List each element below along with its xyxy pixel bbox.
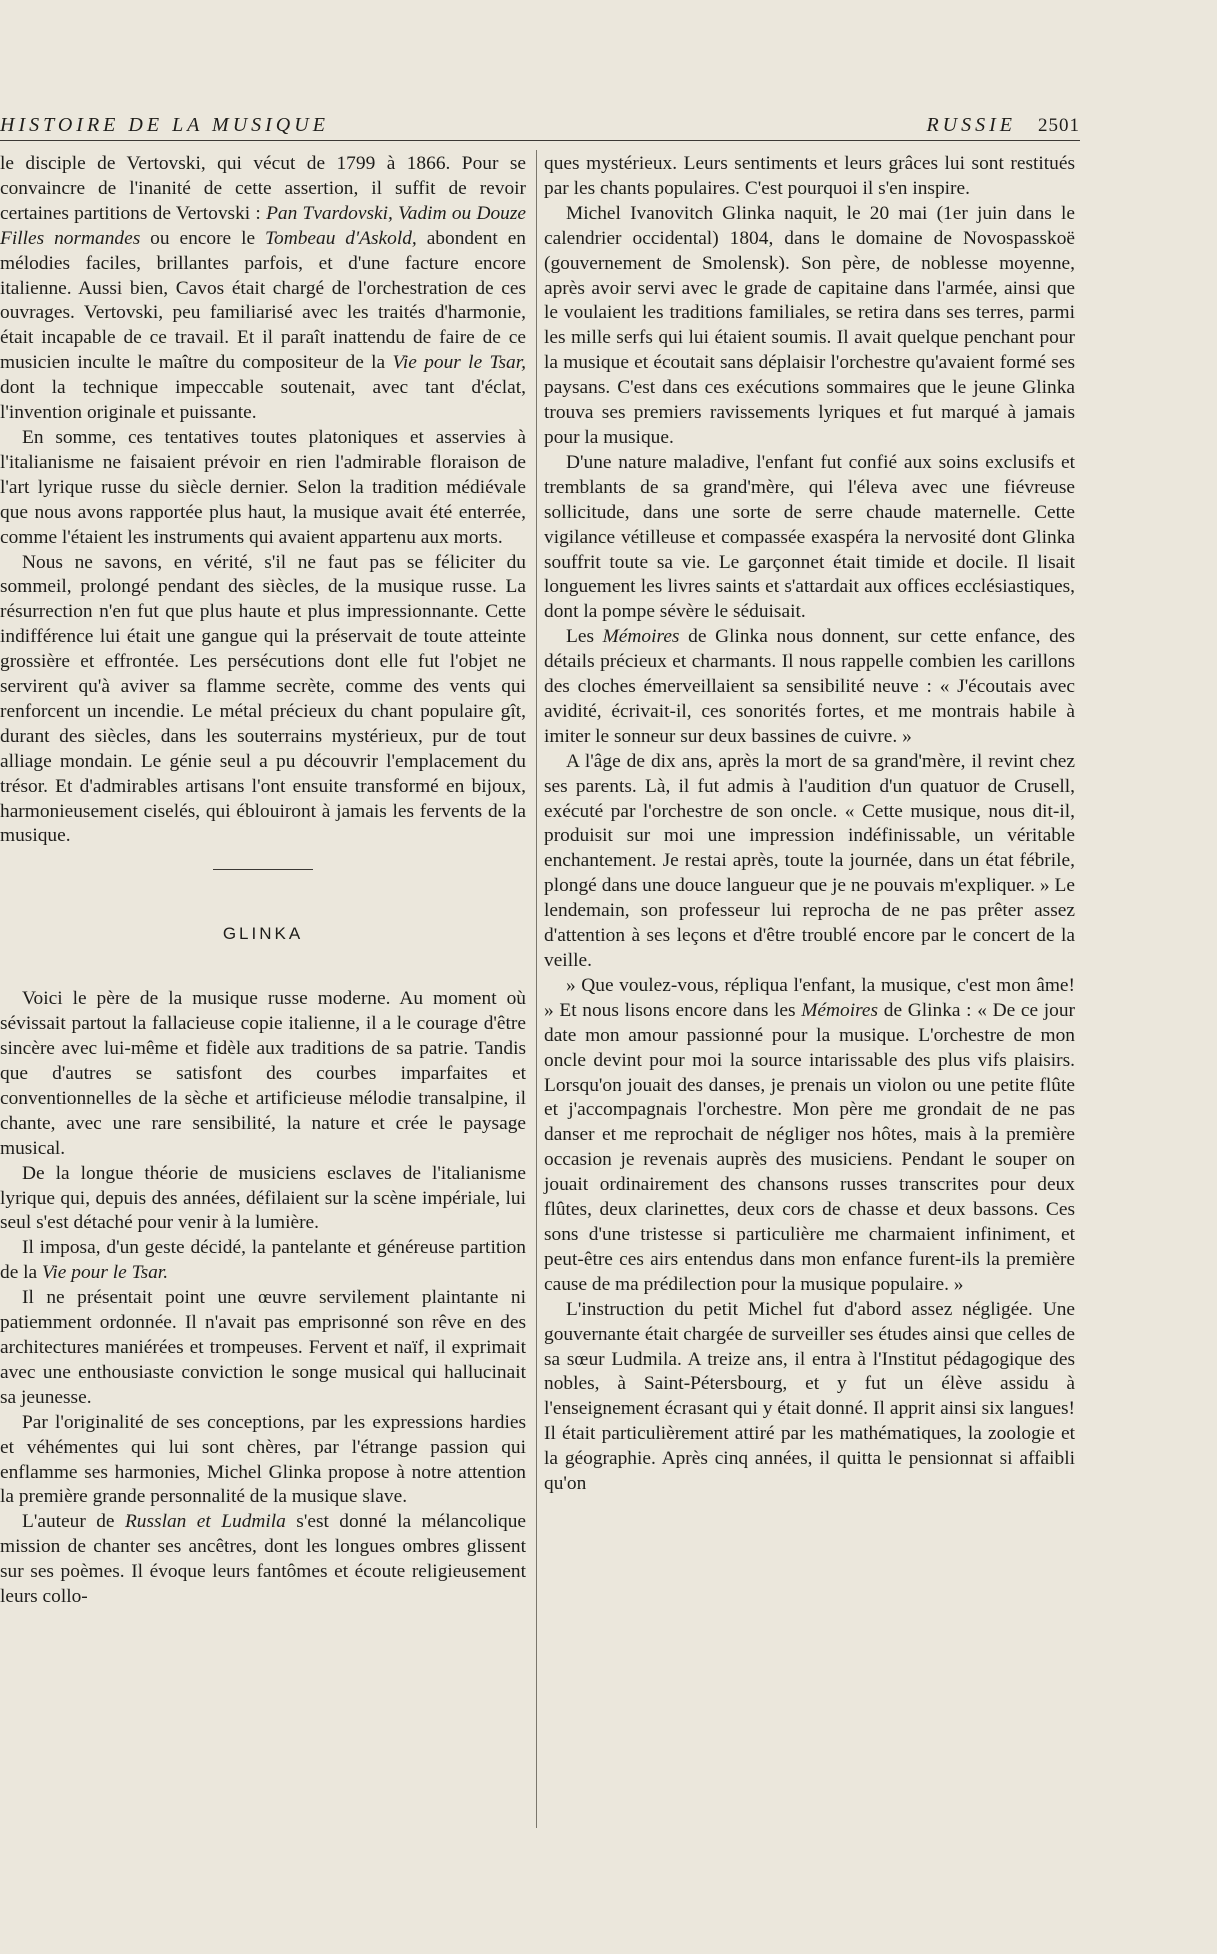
running-header (0, 112, 1080, 141)
paragraph: Il ne présentait point une œuvre servilement plaintante ni patiemment ordonnée. Il n'avait pas emprisonné son rêve en des architectures maniérées et trompeuses. Fervent et naïf, il exprimait avec une enthousiaste conviction le songe musical qui hallucinait sa jeunesse. (0, 1287, 526, 1408)
paragraph: le disciple de Vertovski, qui vécut de 1799 à 1866. Pour se convaincre de l'inanité de cette assertion, il suffit de revoir certaines partitions de Vertovski : Pan Tvardovski, Vadim ou Douze Filles normandes ou encore le Tombeau d'Askold, abondent en mélodies faciles, brillantes parfois, et d'une facture encore italienne. Aussi bien, Cavos était chargé de l'orchestration de ces ouvrages. Vertovski, peu familiarisé avec les traités d'harmonie, était incapable de ce travail. Et il paraît inattendu de faire de ce musicien inculte le maître du compositeur de la Vie pour le Tsar, dont la technique impeccable soutenait, avec tant d'éclat, l'invention originale et puissante. (0, 153, 527, 424)
paragraph: Les Mémoires de Glinka nous donnent, sur cette enfance, des détails précieux et charmants. Il nous rappelle combien les carillons des cloches émerveillaient sa sensibilité neuve : « J'écoutais avec avidité, écrivait-il, ces sonorités fortes, et me montrais habile à imiter le sonneur sur deux bassines de cuivre. » (544, 626, 1075, 747)
paragraph: ques mystérieux. Leurs sentiments et leurs grâces lui sont restitués par les chants populaires. C'est pourquoi il s'en inspire. (544, 153, 1075, 199)
header-section-name: RUSSIE (926, 114, 1016, 136)
column-divider (536, 150, 537, 1828)
right-column (544, 152, 1075, 1497)
paragraph: » Que voulez-vous, répliqua l'enfant, la musique, c'est mon âme! » Et nous lisons encore dans les Mémoires de Glinka : « De ce jour date mon amour passionné pour la musique. L'orchestre de mon oncle devint pour moi la source intarissable des plus vifs plaisirs. Lorsqu'on jouait des danses, je prenais un violon ou une petite flûte et j'accompagnais l'orchestre. Mon père me grondait de ne pas danser et me reprochait de négliger nos hôtes, mais à la première occasion je revenais auprès des musiciens. Pendant le souper on jouait ordinairement des chansons russes transcrites pour deux flûtes, deux clarinettes, deux cors de chasse et deux bassons. Ces sons d'une tristesse si particulière me charmaient infiniment, et peut-être ces airs entendus dans mon enfance furent-ils la première cause de ma prédilection pour la musique populaire. » (544, 974, 1075, 1295)
header-section (926, 114, 1080, 137)
paragraph: De la longue théorie de musiciens esclaves de l'italianisme lyrique qui, depuis des années, défilaient sur la scène impériale, lui seul s'est détaché pour venir à la lumière. (0, 1162, 526, 1234)
section-separator (213, 869, 313, 870)
left-column (0, 152, 526, 1610)
section-title: GLINKA (222, 924, 304, 944)
paragraph: Il imposa, d'un geste décidé, la pantelante et généreuse partition de la Vie pour le Tsar. (0, 1237, 526, 1284)
paragraph: Nous ne savons, en vérité, s'il ne faut pas se féliciter du sommeil, prolongé pendant des siècles, de la musique russe. La résurrection n'en fut que plus haute et plus impressionnante. Cette indifférence lui était une gangue qui la préservait de toute atteinte grossière et effrontée. Les persécutions dont elle fut l'objet ne servirent qu'à aviver sa flamme secrète, comme des vents qui renforcent un incendie. Le métal précieux du chant populaire gît, durant des siècles, dans les souterrains mystérieux, pur de tout alliage mondain. Le génie seul a pu découvrir l'emplacement du trésor. Et d'admirables artisans l'ont ensuite transformé en bijoux, harmonieusement ciselés, qui éblouiront à jamais les fervents de la musique. (0, 551, 526, 847)
paragraph: L'auteur de Russlan et Ludmila s'est donné la mélancolique mission de chanter ses ancêtres, dont les longues ombres glissent sur ses poèmes. Il évoque leurs fantômes et écoute religieusement leurs collo- (0, 1511, 526, 1608)
paragraph: En somme, ces tentatives toutes platoniques et asservies à l'italianisme ne faisaient prévoir en rien l'admirable floraison de l'art lyrique russe du siècle dernier. Selon la tradition médiévale que nous avons rapportée plus haut, la musique avait été enterrée, comme l'étaient les instruments qui avaient appartenu aux morts. (0, 426, 526, 548)
paragraph: Michel Ivanovitch Glinka naquit, le 20 mai (1er juin dans le calendrier occidental) 1804, dans le domaine de Novospasskoë (gouvernement de Smolensk). Son père, de noblesse moyenne, après avoir servi avec le grade de capitaine dans l'armée, ainsi que le voulaient les traditions familiales, se retira dans ses terres, parmi les mille serfs qui lui étaient soumis. Il avait quelque penchant pour la musique et écoutait sans déplaisir l'orchestre qu'avaient formé ses paysans. C'est dans ces exécutions sommaires que le jeune Glinka trouva ses premiers ravissements lyriques et fut marqué à jamais pour la musique. (544, 202, 1075, 448)
paragraph: A l'âge de dix ans, après la mort de sa grand'mère, il revint chez ses parents. Là, il fut admis à l'audition d'un quatuor de Crusell, exécuté par l'orchestre de son oncle. « Cette musique, nous dit-il, produisit sur moi une impression indéfinissable, un véritable enchantement. Je restai après, toute la journée, dans un état fébrile, plongé dans une douce langueur que je ne pouvais m'expliquer. » Le lendemain, son professeur lui reprocha de ne pas prêter assez d'attention à ses leçons et d'être troublé encore par le concert de la veille. (544, 750, 1075, 971)
page-number: 2501 (1038, 115, 1080, 136)
paragraph: Voici le père de la musique russe moderne. Au moment où sévissait partout la fallacieuse copie italienne, il a le courage d'être sincère avec lui-même et fidèle aux traditions de sa patrie. Tandis que d'autres se satisfont des courbes imparfaites et conventionnelles de la sèche et artificieuse mélodie transalpine, il chante, avec une rare sensibilité, la nature et crée le paysage musical. (0, 988, 526, 1159)
paragraph: Par l'originalité de ses conceptions, par les expressions hardies et véhémentes qui lui sont chères, par l'étrange passion qui enflamme ses harmonies, Michel Glinka propose à notre attention la première grande personnalité de la musique slave. (0, 1411, 526, 1508)
header-book-title: HISTOIRE DE LA MUSIQUE (0, 114, 329, 136)
paragraph: D'une nature maladive, l'enfant fut confié aux soins exclusifs et tremblants de sa grand'mère, qui l'éleva avec une fiévreuse sollicitude, dans une sorte de serre chaude maternelle. Cette vigilance vétilleuse et compassée exaspéra la nervosité dont Glinka souffrit toute sa vie. Le garçonnet était timide et docile. Il lisait longuement les livres saints et s'attardait aux offices ecclésiastiques, dont la pompe sévère le séduisait. (544, 451, 1075, 623)
paragraph: L'instruction du petit Michel fut d'abord assez négligée. Une gouvernante était chargée de surveiller ses études ainsi que celles de sa sœur Ludmila. A treize ans, il entra à l'Institut pédagogique des nobles, à Saint-Pétersbourg, et y fut un élève assidu à l'enseignement écrasant qui y était donné. Il apprit ainsi six langues! Il était particulièrement attiré par les mathématiques, la zoologie et la géographie. Après cinq années, il quitta le pensionnat si affaibli qu'on (544, 1298, 1075, 1495)
